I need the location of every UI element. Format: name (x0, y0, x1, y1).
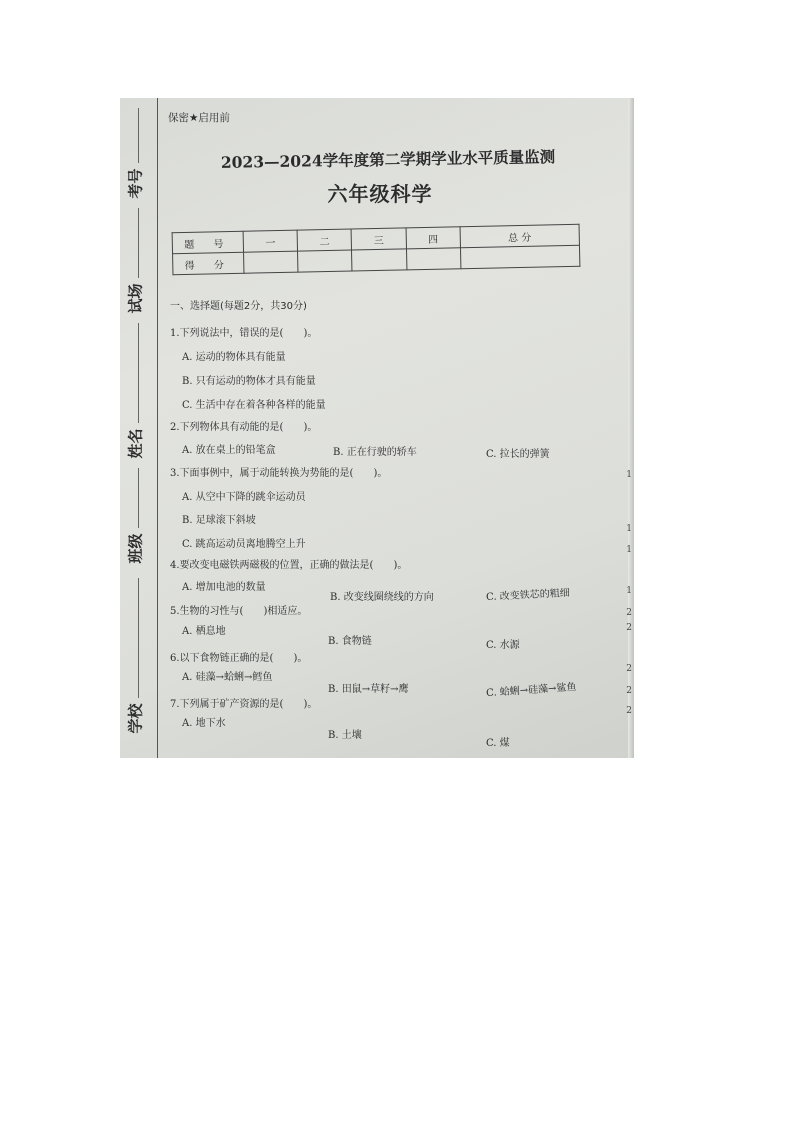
question-3-option-a: A. 从空中下降的跳伞运动员 (182, 492, 306, 503)
question-5-option-b: B. 食物链 (328, 636, 372, 647)
question-4-option-b: B. 改变线圈绕线的方向 (330, 592, 434, 603)
score-cell: 总 分 (460, 224, 580, 247)
question-5: 5.生物的习性与( )相适应。 (170, 606, 308, 617)
score-cell: 得 分 (173, 252, 244, 274)
question-1-option-a: A. 运动的物体具有能量 (182, 352, 286, 363)
edge-number: 2 (626, 686, 632, 696)
score-cell: 二 (297, 229, 352, 251)
question-3-option-c: C. 跳高运动员离地腾空上升 (182, 539, 306, 550)
edge-number: 1 (626, 524, 632, 534)
edge-number: 2 (626, 623, 632, 633)
question-3: 3.下面事例中，属于动能转换为势能的是( )。 (170, 468, 388, 479)
question-2-option-c: C. 拉长的弹簧 (486, 449, 550, 460)
question-1-option-c: C. 生活中存在着各种各样的能量 (182, 400, 326, 411)
score-cell: 三 (351, 228, 406, 250)
binding-strip (120, 98, 158, 758)
score-cell[interactable] (244, 251, 299, 273)
edge-number: 2 (626, 706, 632, 716)
binding-label-exam-room: 试场 (126, 283, 145, 314)
score-cell[interactable] (298, 250, 353, 272)
fill-line (138, 468, 139, 528)
question-5-option-c: C. 水源 (486, 640, 520, 651)
exam-photo (120, 98, 634, 758)
score-cell[interactable] (460, 245, 580, 268)
question-7: 7.下列属于矿产资源的是( )。 (170, 699, 318, 710)
score-cell[interactable] (352, 249, 407, 271)
edge-number: 2 (626, 608, 632, 618)
fill-line (138, 208, 139, 278)
question-6-option-c: C. 蛤蜊→硅藻→鲨鱼 (485, 681, 577, 700)
question-7-option-b: B. 土壤 (328, 730, 362, 741)
question-1-option-b: B. 只有运动的物体才具有能量 (182, 376, 316, 387)
page-edge-shadow (628, 98, 634, 758)
score-cell[interactable] (406, 248, 461, 270)
exam-subtitle: 六年级科学 (327, 182, 433, 206)
binding-label-school: 学校 (126, 703, 145, 734)
section-heading: 一、选择题(每题2分，共30分) (170, 301, 307, 312)
question-6-option-a: A. 硅藻→蛤蜊→鳕鱼 (182, 672, 273, 683)
score-table (172, 224, 581, 276)
exam-title: 2023—2024学年度第二学期学业水平质量监测 (220, 147, 556, 172)
question-6: 6.以下食物链正确的是( )。 (170, 653, 308, 664)
score-cell: 一 (243, 230, 298, 252)
binding-label-exam-number: 考号 (126, 168, 145, 199)
question-7-option-a: A. 地下水 (182, 718, 226, 729)
question-2-option-a: A. 放在桌上的铅笔盒 (182, 445, 276, 456)
binding-label-name: 姓名 (126, 428, 145, 459)
fill-line (138, 578, 139, 698)
edge-number: 2 (626, 664, 632, 674)
score-cell: 四 (406, 227, 461, 249)
question-7-option-c: C. 煤 (486, 738, 510, 749)
binding-divider (157, 98, 158, 758)
question-4: 4.要改变电磁铁两磁极的位置，正确的做法是( )。 (170, 560, 408, 571)
edge-number: 1 (626, 545, 632, 555)
question-1: 1.下列说法中，错误的是( )。 (170, 328, 318, 339)
binding-label-class: 班级 (126, 533, 145, 564)
fill-line (138, 108, 139, 163)
question-6-option-b: B. 田鼠→草籽→鹰 (328, 684, 409, 695)
question-3-option-b: B. 足球滚下斜坡 (182, 515, 256, 526)
question-5-option-a: A. 栖息地 (182, 626, 226, 637)
confidential-label: 保密★启用前 (168, 112, 230, 124)
question-4-option-a: A. 增加电池的数量 (182, 582, 266, 593)
score-cell: 题 号 (172, 231, 243, 253)
edge-number: 1 (626, 470, 632, 480)
question-2: 2.下列物体具有动能的是( )。 (170, 422, 318, 433)
question-2-option-b: B. 正在行驶的轿车 (333, 447, 417, 458)
edge-number: 1 (626, 586, 632, 596)
question-4-option-c: C. 改变铁芯的粗细 (485, 587, 570, 604)
fill-line (138, 323, 139, 423)
